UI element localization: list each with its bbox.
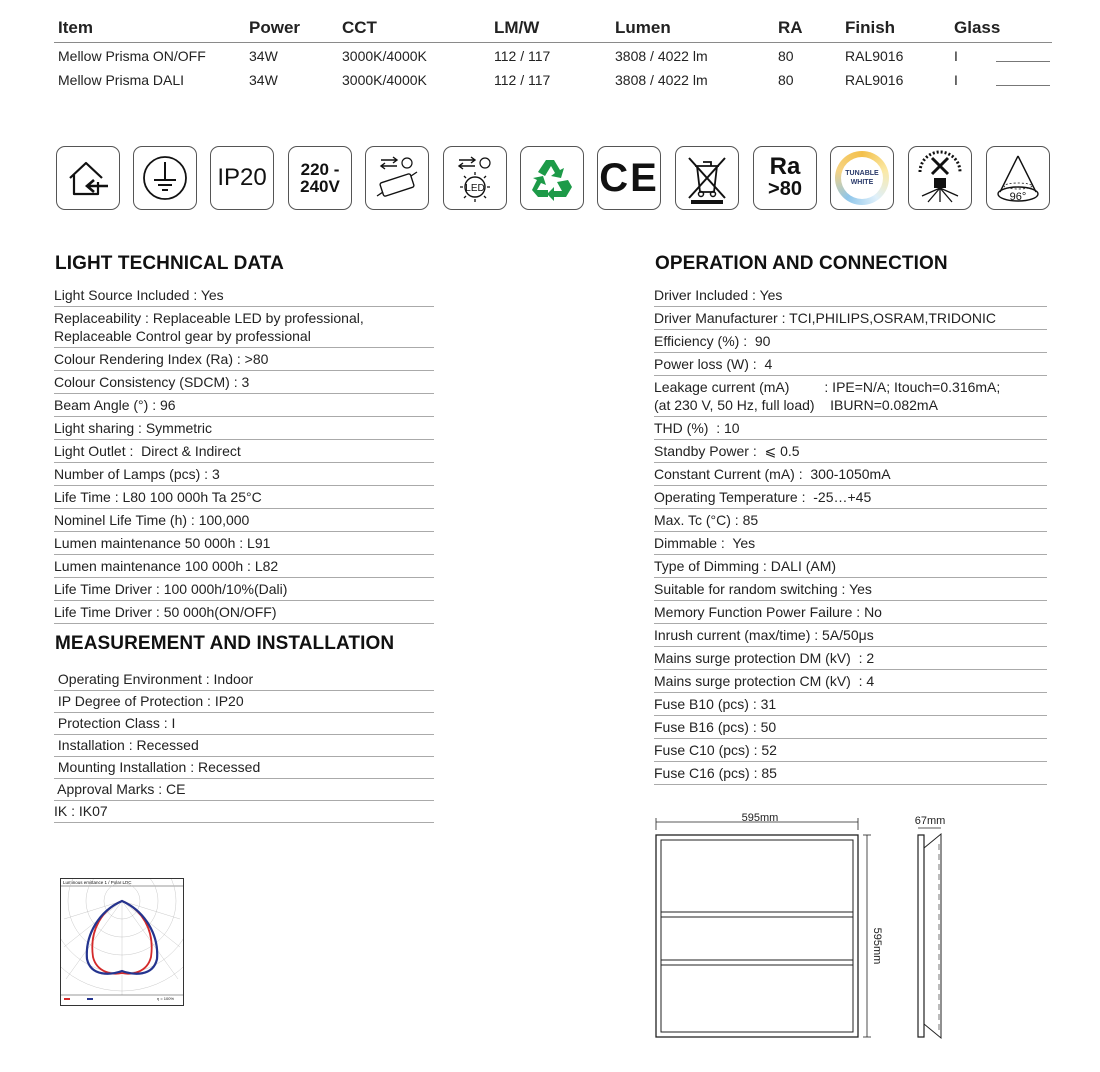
- list-item: Colour Rendering Index (Ra) : >80: [54, 348, 434, 371]
- replaceable-led-icon: [443, 146, 507, 210]
- list-item: Inrush current (max/time) : 5A/50μs: [654, 624, 1047, 647]
- cell-cct: 3000K/4000K: [342, 48, 427, 64]
- list-item: Leakage current (mA) : IPE=N/A; Itouch=0.316mA; (at 230 V, 50 Hz, full load) IBURN=0.082mA: [654, 376, 1047, 417]
- cell-lumen: 3808 / 4022 lm: [615, 72, 708, 88]
- tunable-white-icon: TUNABLE WHITE: [830, 146, 894, 210]
- polar-chart-scale: η = 100%: [157, 996, 175, 1001]
- list-item: Number of Lamps (pcs) : 3: [54, 463, 434, 486]
- cell-lmw: 112 / 117: [494, 48, 551, 64]
- list-item: Protection Class : I: [54, 713, 434, 735]
- product-table: [54, 16, 1052, 91]
- list-item: Operating Environment : Indoor: [54, 669, 434, 691]
- cell-cct: 3000K/4000K: [342, 72, 427, 88]
- cell-power: 34W: [249, 48, 278, 64]
- list-item: Installation : Recessed: [54, 735, 434, 757]
- list-item: Fuse C10 (pcs) : 52: [654, 739, 1047, 762]
- list-item: Fuse C16 (pcs) : 85: [654, 762, 1047, 785]
- list-item: IP Degree of Protection : IP20: [54, 691, 434, 713]
- polar-ldc-chart: [60, 878, 184, 1006]
- table-row: [54, 67, 1052, 91]
- list-item: Replaceability : Replaceable LED by professional, Replaceable Control gear by professional: [54, 307, 434, 348]
- list-item: Life Time Driver : 50 000h(ON/OFF): [54, 601, 434, 624]
- light-technical-heading: LIGHT TECHNICAL DATA: [55, 253, 284, 274]
- ce-mark-icon: CE: [597, 146, 661, 210]
- list-item: Mounting Installation : Recessed: [54, 757, 434, 779]
- list-item: Type of Dimming : DALI (AM): [654, 555, 1047, 578]
- list-item: Approval Marks : CE: [54, 779, 434, 801]
- cell-glass: I: [954, 48, 958, 64]
- cell-glass: I: [954, 72, 958, 88]
- cell-item: Mellow Prisma DALI: [58, 72, 185, 88]
- cell-lmw: 112 / 117: [494, 72, 551, 88]
- cell-lumen: 3808 / 4022 lm: [615, 48, 708, 64]
- ra-icon: Ra >80: [753, 146, 817, 210]
- col-glass: Glass: [954, 18, 1001, 37]
- light-technical-list: [54, 284, 434, 624]
- list-item: Fuse B10 (pcs) : 31: [654, 693, 1047, 716]
- ip20-icon: IP20: [210, 146, 274, 210]
- beam-angle-icon: [986, 146, 1050, 210]
- polar-grid: [61, 879, 183, 995]
- replaceable-driver-icon: [365, 146, 429, 210]
- list-item: Operating Temperature : -25…+45: [654, 486, 1047, 509]
- earth-ground-icon: [133, 146, 197, 210]
- col-lumen: Lumen: [615, 18, 671, 37]
- list-item: Memory Function Power Failure : No: [654, 601, 1047, 624]
- list-item: Suitable for random switching : Yes: [654, 578, 1047, 601]
- voltage-icon: 220 - 240V: [288, 146, 352, 210]
- measurement-heading: MEASUREMENT AND INSTALLATION: [55, 633, 395, 654]
- list-item: Light Outlet : Direct & Indirect: [54, 440, 434, 463]
- list-item: Light sharing : Symmetric: [54, 417, 434, 440]
- legend-blue-swatch: [87, 998, 93, 1000]
- col-ra: RA: [778, 18, 803, 37]
- svg-text:96°: 96°: [1009, 191, 1027, 203]
- legend-red-swatch: [64, 998, 70, 1000]
- list-item: Life Time Driver : 100 000h/10%(Dali): [54, 578, 434, 601]
- anti-glare-icon: [908, 146, 972, 210]
- product-table-header: [54, 16, 1052, 43]
- recycle-icon: [520, 146, 584, 210]
- cell-item: Mellow Prisma ON/OFF: [58, 48, 206, 64]
- width-label: 595mm: [741, 812, 779, 824]
- list-item: Standby Power : ⩽ 0.5: [654, 440, 1047, 463]
- measurement-list: [54, 669, 434, 823]
- list-item: Nominel Life Time (h) : 100,000: [54, 509, 434, 532]
- svg-text:LED: LED: [465, 183, 485, 194]
- glass-underline: [996, 85, 1050, 86]
- col-cct: CCT: [342, 18, 377, 37]
- cell-finish: RAL9016: [845, 72, 904, 88]
- depth-label: 67mm: [914, 815, 946, 827]
- list-item: Lumen maintenance 50 000h : L91: [54, 532, 434, 555]
- list-item: THD (%) : 10: [654, 417, 1047, 440]
- col-lmw: LM/W: [494, 18, 540, 37]
- list-item: Driver Manufacturer : TCI,PHILIPS,OSRAM,TRIDONIC: [654, 307, 1047, 330]
- height-label: 595mm: [871, 927, 883, 965]
- cell-ra: 80: [778, 48, 794, 64]
- operation-heading: OPERATION AND CONNECTION: [655, 253, 948, 274]
- list-item: Mains surge protection CM (kV) : 4: [654, 670, 1047, 693]
- dimension-drawing: [648, 808, 958, 1048]
- list-item: Dimmable : Yes: [654, 532, 1047, 555]
- cell-ra: 80: [778, 72, 794, 88]
- col-finish: Finish: [845, 18, 896, 37]
- list-item: Power loss (W) : 4: [654, 353, 1047, 376]
- list-item: Max. Tc (°C) : 85: [654, 509, 1047, 532]
- list-item: Life Time : L80 100 000h Ta 25°C: [54, 486, 434, 509]
- cell-finish: RAL9016: [845, 48, 904, 64]
- indoor-house-icon: [56, 146, 120, 210]
- col-item: Item: [58, 18, 93, 37]
- weee-bin-icon: [675, 146, 739, 210]
- cell-power: 34W: [249, 72, 278, 88]
- list-item: Driver Included : Yes: [654, 284, 1047, 307]
- list-item: Mains surge protection DM (kV) : 2: [654, 647, 1047, 670]
- list-item: Lumen maintenance 100 000h : L82: [54, 555, 434, 578]
- glass-underline: [996, 61, 1050, 62]
- polar-chart-title: Luminous emittance 1 / Polar LDC: [63, 880, 132, 885]
- list-item: Constant Current (mA) : 300-1050mA: [654, 463, 1047, 486]
- list-item: IK : IK07: [54, 801, 434, 823]
- list-item: Colour Consistency (SDCM) : 3: [54, 371, 434, 394]
- list-item: Fuse B16 (pcs) : 50: [654, 716, 1047, 739]
- col-power: Power: [249, 18, 301, 37]
- table-row: [54, 43, 1052, 67]
- operation-list: [654, 284, 1047, 785]
- list-item: Light Source Included : Yes: [54, 284, 434, 307]
- list-item: Beam Angle (°) : 96: [54, 394, 434, 417]
- list-item: Efficiency (%) : 90: [654, 330, 1047, 353]
